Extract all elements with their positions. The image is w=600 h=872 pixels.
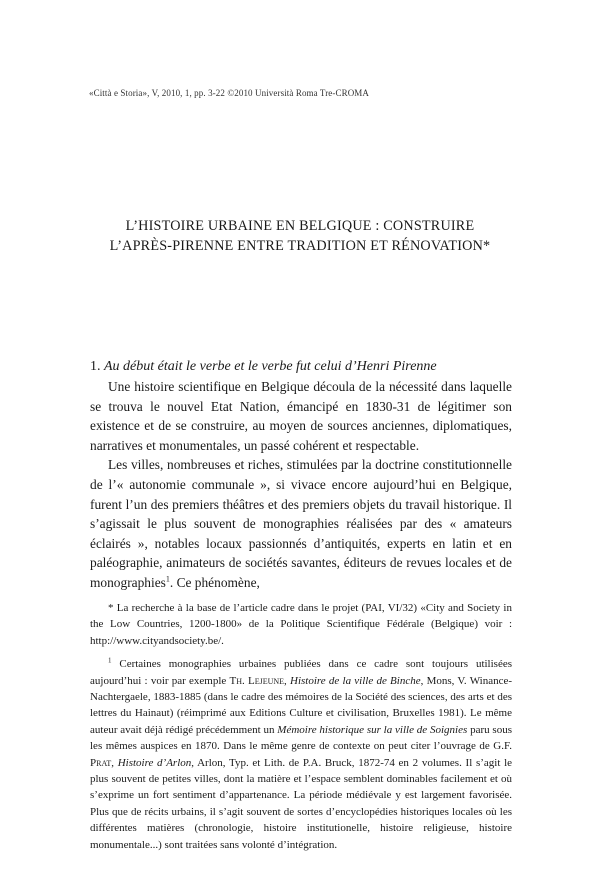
footnote-1-text-a: Certaines monographies urbaines publiées dans ce cadre sont toujours utilisées aujourd’hui : voir par exemple	[90, 658, 512, 687]
footnotes	[90, 600, 512, 860]
footnote-ref-1[interactable]: 1	[165, 574, 170, 584]
footnote-star: * La recherche à la base de l’article cadre dans le projet (PAI, VI/32) «City and Society in the Low Countries, 1200-1800» de la Politique Scientifique Fédérale (Belgique) voir : http://www.cityandsociety.be/.	[90, 602, 512, 647]
title-line-2: L’APRÈS-PIRENNE ENTRE TRADITION ET RÉNOVATION*	[109, 238, 491, 254]
section-number: 1.	[90, 359, 104, 374]
footnote-work-arlon: Histoire d’Arlon	[117, 756, 192, 769]
footnote-1-text-d: , Arlon, Typ. et Lith. de P.A. Bruck, 1872-74 en 2 volumes. Il s’agit le plus souvent de petites villes, dont la matière et l’espace semblent dominables facilement et où s’exprime un fort sentiment d’appartenance. La période médiévale y est largement favorisée. Plus que de récits urbains, il s’agit souvent de sortes d’encyclopédies historiques locales où les différentes matières (chronologie, histoire institutionelle, histoire religieuse, histoire monumentale...) sont traitées sans volonté d’intégration.	[90, 756, 513, 851]
body-text	[90, 377, 512, 593]
paragraph-1: Une histoire scientifique en Belgique découla de la nécessité dans laquelle se trouva le nouvel Etat Nation, émancipé en 1830-31 de légitimer son existence et de se construire, au moyen de sources anciennes, diplomatiques, narratives et monumentales, un passé cohérent et respectable.	[90, 379, 512, 453]
section-heading-text: Au début était le verbe et le verbe fut celui d’Henri Pirenne	[104, 359, 437, 374]
paragraph-2-text: Les villes, nombreuses et riches, stimulées par la doctrine constitutionnelle de l’« autonomie communale », si vivace encore aujourd’hui en Belgique, furent l’un des premiers théâtres et des premiers objets du travail historique. Il s’agissait le plus souvent de monographies réalisées par des « amateurs éclairés », notables locaux passionnés d’antiquités, experts en latin et en paléographie, animateurs de sociétés savantes, éditeurs de revues locales et de monographies	[90, 457, 512, 590]
footnote-1-marker: 1	[108, 656, 112, 665]
footnote-1-text-c: paru sous les mêmes auspices en 1870. Dans le même genre de contexte on peut citer l’ouvrage de G.F.	[90, 723, 512, 753]
title-line-1: L’HISTOIRE URBAINE EN BELGIQUE : CONSTRUIRE	[125, 218, 475, 234]
footnote-author-prat: Prat	[90, 756, 112, 769]
footnote-author-lejeune: Th. Lejeune	[229, 674, 285, 687]
footnote-work-soignies: Mémoire historique sur la ville de Soignies	[277, 723, 468, 736]
footnote-1-sep-1: ,	[284, 674, 291, 687]
article-title	[90, 216, 510, 256]
paragraph-2-end: . Ce phénomène,	[169, 574, 260, 590]
footnote-work-binche: Histoire de la ville de Binche	[290, 674, 421, 687]
footnote-1-sep-2: ,	[111, 756, 118, 769]
running-head: «Città e Storia», V, 2010, 1, pp. 3-22 ©2010 Università Roma Tre-CROMA	[89, 88, 370, 98]
footnote-1	[90, 656, 512, 853]
section-heading	[90, 359, 437, 375]
footnote-1-text-b: , Mons, V. Winance-Nachtergaele, 1883-1885 (dans le cadre des mémoires de la Société des sciences, des arts et des lettres du Hainaut) (réimprimé aux Editions Culture et civilisation, Bruxelles 1981). Le même auteur avait déjà rédigé précédemment un	[90, 674, 513, 736]
paragraph-2	[90, 455, 512, 592]
